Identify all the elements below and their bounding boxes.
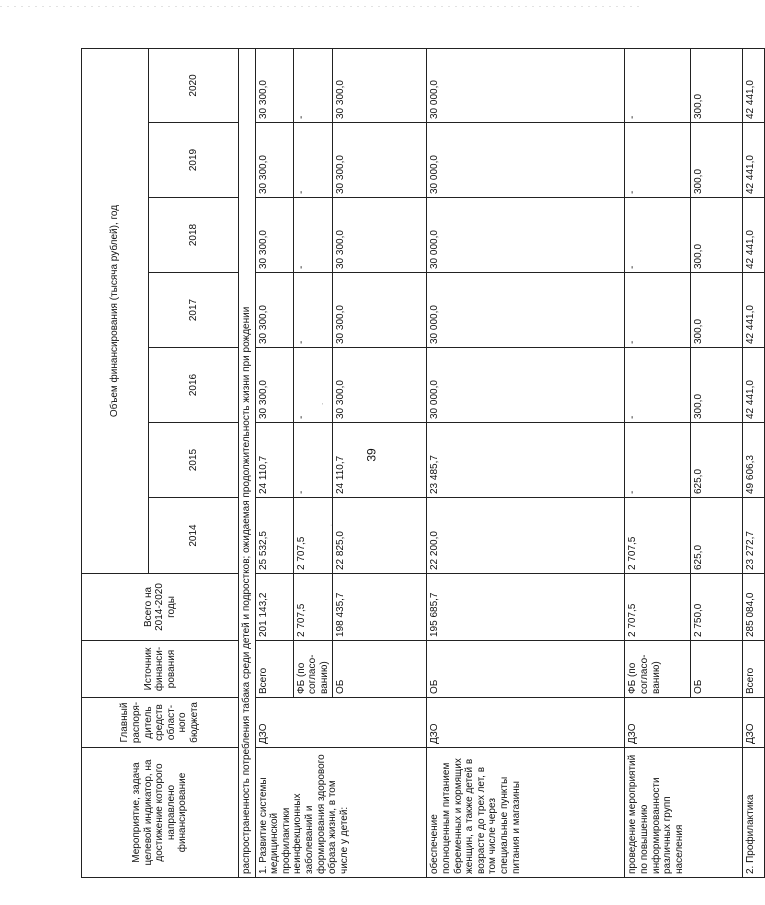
total-cell: 201 143,2 (255, 574, 293, 641)
scan-speck: · (330, 522, 333, 529)
total-cell: 2 750,0 (691, 574, 743, 641)
activity-cell: 1. Развитие системы медицинской профилактики неинфекционных заболеваний и формирования здорового образа жизни, в том числе у детей: (255, 748, 427, 878)
year-header: 2019 (149, 123, 239, 198)
year-header: 2016 (149, 348, 239, 423)
year-value-cell: 42 441,0 (743, 348, 765, 423)
year-header: 2018 (149, 198, 239, 273)
year-value-cell: 625,0 (691, 498, 743, 574)
year-value-cell: 30 300,0 (333, 273, 427, 348)
source-cell: ФБ (по согласо-ванию) (293, 641, 333, 698)
total-cell: 195 685,7 (427, 574, 625, 641)
scan-speck: ' (322, 403, 324, 410)
year-value-cell: 42 441,0 (743, 198, 765, 273)
manager-cell: ДЗО (743, 698, 765, 748)
year-value-cell: - (293, 423, 333, 498)
year-value-cell: 42 441,0 (743, 48, 765, 122)
year-value-cell: - (625, 348, 691, 423)
activity-cell: 2. Профилактика (743, 748, 765, 878)
year-header: 2020 (149, 48, 239, 122)
year-value-cell: 2 707,5 (293, 498, 333, 574)
year-value-cell: 30 300,0 (255, 48, 293, 122)
year-value-cell: 24 110,7 (333, 423, 427, 498)
source-cell: Всего (255, 641, 293, 698)
year-value-cell: - (293, 273, 333, 348)
total-cell: 2 707,5 (293, 574, 333, 641)
year-value-cell: 30 300,0 (255, 123, 293, 198)
year-value-cell: - (293, 198, 333, 273)
total-cell: 198 435,7 (333, 574, 427, 641)
year-value-cell: 30 300,0 (333, 123, 427, 198)
year-value-cell: - (625, 123, 691, 198)
year-value-cell: - (625, 273, 691, 348)
year-value-cell: - (625, 423, 691, 498)
year-value-cell: 300,0 (691, 273, 743, 348)
table-row (255, 48, 293, 877)
year-value-cell: - (293, 348, 333, 423)
year-value-cell: 30 000,0 (427, 273, 625, 348)
year-value-cell: 30 000,0 (427, 48, 625, 122)
year-header: 2014 (149, 498, 239, 574)
header-source: Источник финанси-рования (82, 641, 239, 698)
year-value-cell: 30 000,0 (427, 348, 625, 423)
year-value-cell: 30 300,0 (255, 273, 293, 348)
year-value-cell: - (625, 48, 691, 122)
year-value-cell: 30 300,0 (333, 348, 427, 423)
year-value-cell: 2 707,5 (625, 498, 691, 574)
activity-cell: обеспечение полноценным питанием беременных и кормящих женщин, а также детей в возрасте до трех лет, в том числе через специальные пункты питания и магазины (427, 748, 625, 878)
year-value-cell: 22 825,0 (333, 498, 427, 574)
scan-edge-noise (0, 6, 640, 7)
funding-table (81, 48, 765, 878)
year-value-cell: 30 300,0 (255, 198, 293, 273)
year-header: 2017 (149, 273, 239, 348)
year-value-cell: - (293, 123, 333, 198)
year-value-cell: 23 485,7 (427, 423, 625, 498)
year-header: 2015 (149, 423, 239, 498)
manager-cell: ДЗО (427, 698, 625, 748)
year-value-cell: - (293, 48, 333, 122)
header-manager: Главный распоря-дитель средств област-ного бюджета (82, 698, 239, 748)
table-row (625, 48, 691, 877)
source-cell: Всего (743, 641, 765, 698)
table-row (743, 48, 765, 877)
table-body (255, 48, 765, 877)
year-value-cell: 625,0 (691, 423, 743, 498)
year-value-cell: 25 532,5 (255, 498, 293, 574)
year-value-cell: 24 110,7 (255, 423, 293, 498)
year-value-cell: 30 300,0 (333, 198, 427, 273)
activity-cell: проведение мероприятий по повышению информированности различных групп населения (625, 748, 743, 878)
year-value-cell: 30 300,0 (255, 348, 293, 423)
year-value-cell: 30 000,0 (427, 123, 625, 198)
section-title: распространенность потребления табака среди детей и подростков; ожидаемая продолжительность жизни при рождении (239, 48, 256, 877)
year-value-cell: 49 606,3 (743, 423, 765, 498)
table-row (427, 48, 625, 877)
year-value-cell: 300,0 (691, 48, 743, 122)
total-cell: 285 084,0 (743, 574, 765, 641)
year-value-cell: 42 441,0 (743, 123, 765, 198)
year-value-cell: 42 441,0 (743, 273, 765, 348)
header-funding-title: Объем финансирования (тысяча рублей), год (82, 48, 149, 573)
header-activity: Мероприятие, задача целевой индикатор, на достижение которого направлено финансирование (82, 748, 239, 878)
year-value-cell: 300,0 (691, 348, 743, 423)
source-cell: ФБ (по согласо-ванию) (625, 641, 691, 698)
source-cell: ОБ (427, 641, 625, 698)
year-value-cell: - (625, 198, 691, 273)
header-row-1 (82, 48, 149, 877)
header-total: Всего на 2014-2020 годы (82, 574, 239, 641)
source-cell: ОБ (333, 641, 427, 698)
manager-cell: ДЗО (255, 698, 427, 748)
source-cell: ОБ (691, 641, 743, 698)
year-value-cell: 30 000,0 (427, 198, 625, 273)
rotated-table-wrapper (81, 49, 757, 878)
year-value-cell: 30 300,0 (333, 48, 427, 122)
year-value-cell: 22 200,0 (427, 498, 625, 574)
total-cell: 2 707,5 (625, 574, 691, 641)
section-row (239, 48, 256, 877)
year-value-cell: 23 272,7 (743, 498, 765, 574)
year-value-cell: 300,0 (691, 198, 743, 273)
year-value-cell: 300,0 (691, 123, 743, 198)
page-number-text: 39 (364, 448, 379, 462)
manager-cell: ДЗО (625, 698, 743, 748)
rotated-table-frame (81, 49, 757, 878)
